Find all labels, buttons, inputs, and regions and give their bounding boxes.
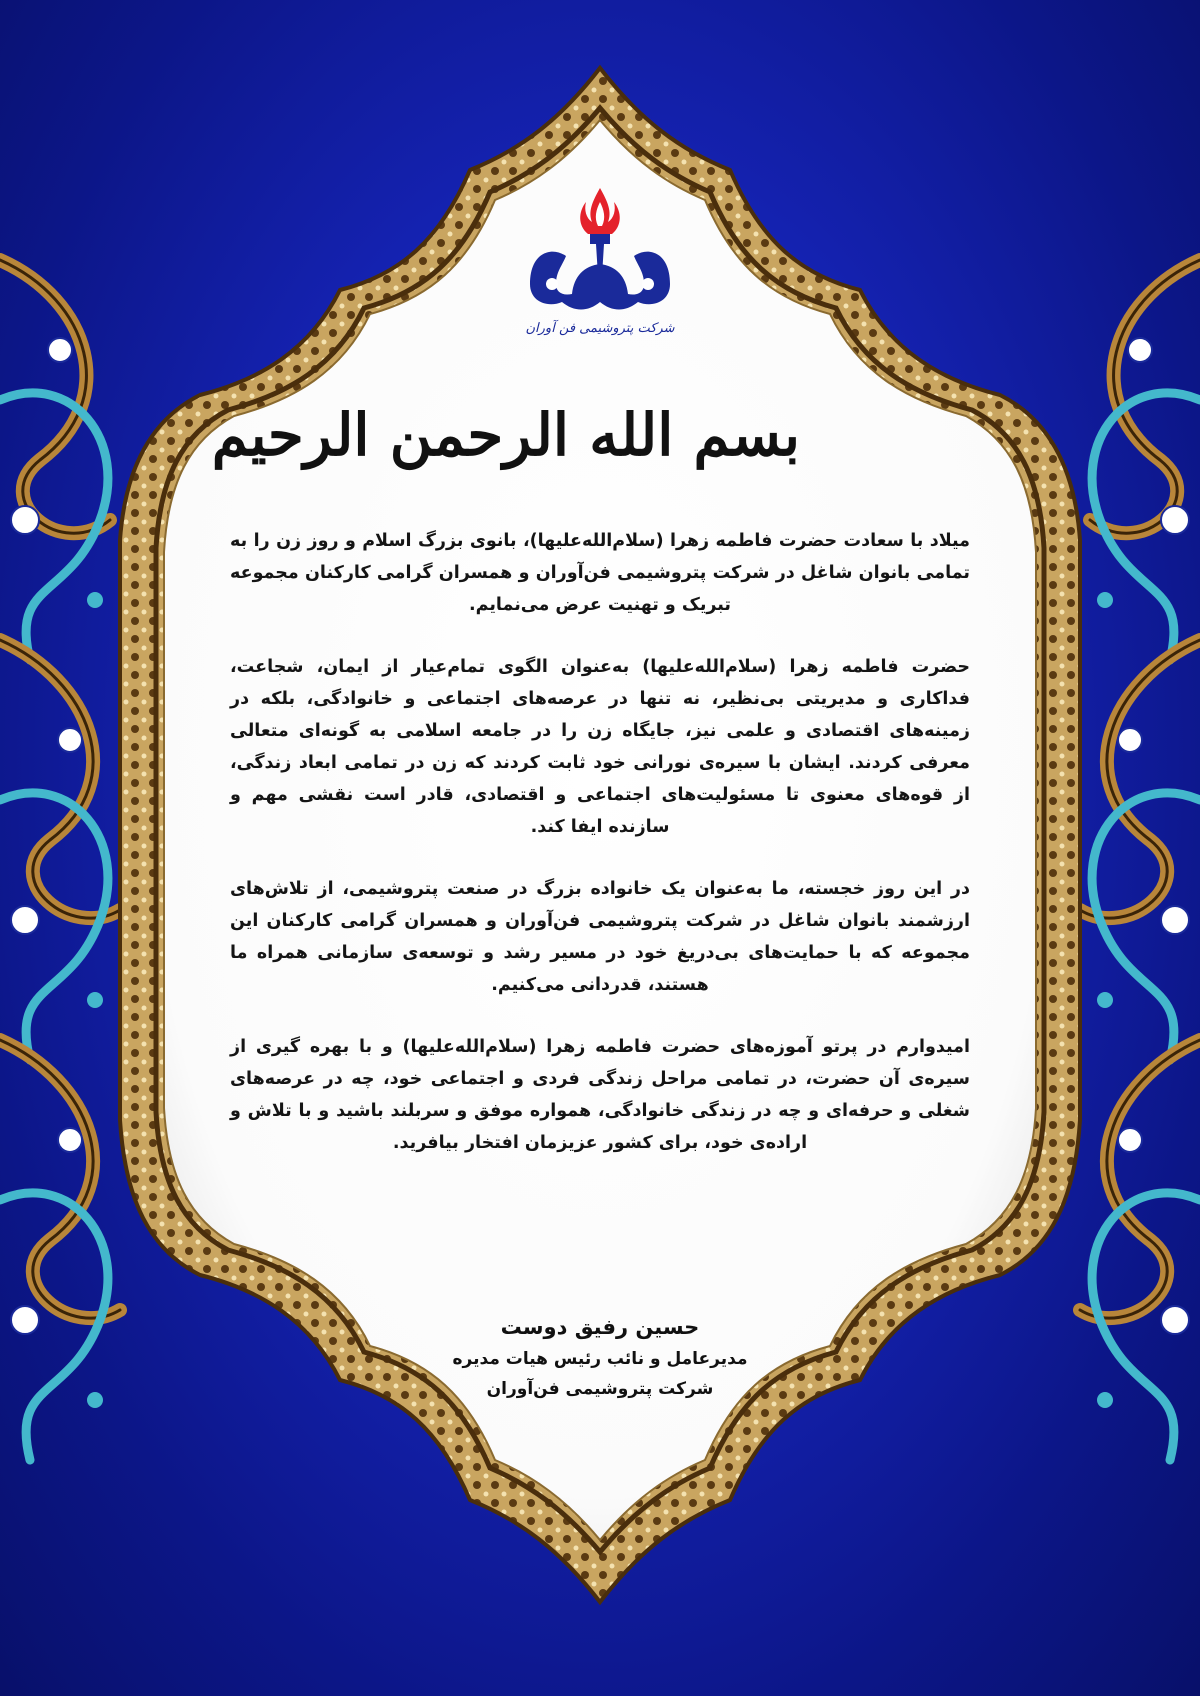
message-body — [230, 525, 970, 1189]
signer-title: مدیرعامل و نائب رئیس هیات مدیره — [452, 1349, 748, 1369]
signer-company: شرکت پتروشیمی فن‌آوران — [486, 1379, 714, 1399]
bismillah-calligraphy: بسم الله الرحمن الرحیم — [211, 401, 800, 469]
greeting-card-content — [211, 180, 970, 1520]
logo-company-text: شرکت پتروشیمی فن آوران — [525, 321, 675, 336]
paragraph-3: در این روز خجسته، ما به‌عنوان یک خانواده بزرگ در صنعت پتروشیمی، از تلاش‌های ارزشمند بانوان شاغل در شرکت پتروشیمی فن‌آوران و همسران گرامی کارکنان این مجموعه که با حمایت‌های بی‌دریغ خود در مسیر رشد و توسعه‌ی سازمانی همراه ما هستند، قدردانی می‌کنیم. — [230, 879, 970, 995]
paragraph-4: امیدوارم در پرتو آموزه‌های حضرت فاطمه زهرا (سلام‌الله‌علیها) و با بهره گیری از سیره‌ی آن حضرت، در تمامی مراحل زندگی فردی و اجتماعی خود، چه در عرصه‌های شغلی و حرفه‌ای و چه در زندگی خانوادگی، همواره موفق و سربلند باشید و با تلاش و اراده‌ی خود، برای کشور عزیزمان افتخار بیافرید. — [230, 1037, 970, 1153]
signer-name: حسین رفیق دوست — [500, 1315, 700, 1339]
signature-block — [230, 1310, 970, 1404]
paragraph-2: حضرت فاطمه زهرا (سلام‌الله‌علیها) به‌عنوان الگوی تمام‌عیار از ایمان، شجاعت، فداکاری و مدیریتی بی‌نظیر، نه تنها در عرصه‌های اجتماعی و خانوادگی، بلکه در زمینه‌های اقتصادی و علمی نیز، جایگاه زن را در جامعه اسلامی به گونه‌ای متعالی معرفی کردند. ایشان با سیره‌ی نورانی خود ثابت کردند که زن در تمامی ابعاد زندگی، از قوه‌های معنوی تا مسئولیت‌های اجتماعی و اقتصادی، قادر است نقشی مهم و سازنده ایفا کند. — [230, 657, 970, 837]
flame-torch-logo-icon — [522, 180, 678, 340]
paragraph-1: میلاد با سعادت حضرت فاطمه زهرا (سلام‌الله‌علیها)، بانوی بزرگ اسلام و روز زن را به تمامی بانوان شاغل در شرکت پتروشیمی فن‌آوران و همسران گرامی کارکنان مجموعه تبریک و تهنیت عرض می‌نمایم. — [230, 531, 970, 615]
